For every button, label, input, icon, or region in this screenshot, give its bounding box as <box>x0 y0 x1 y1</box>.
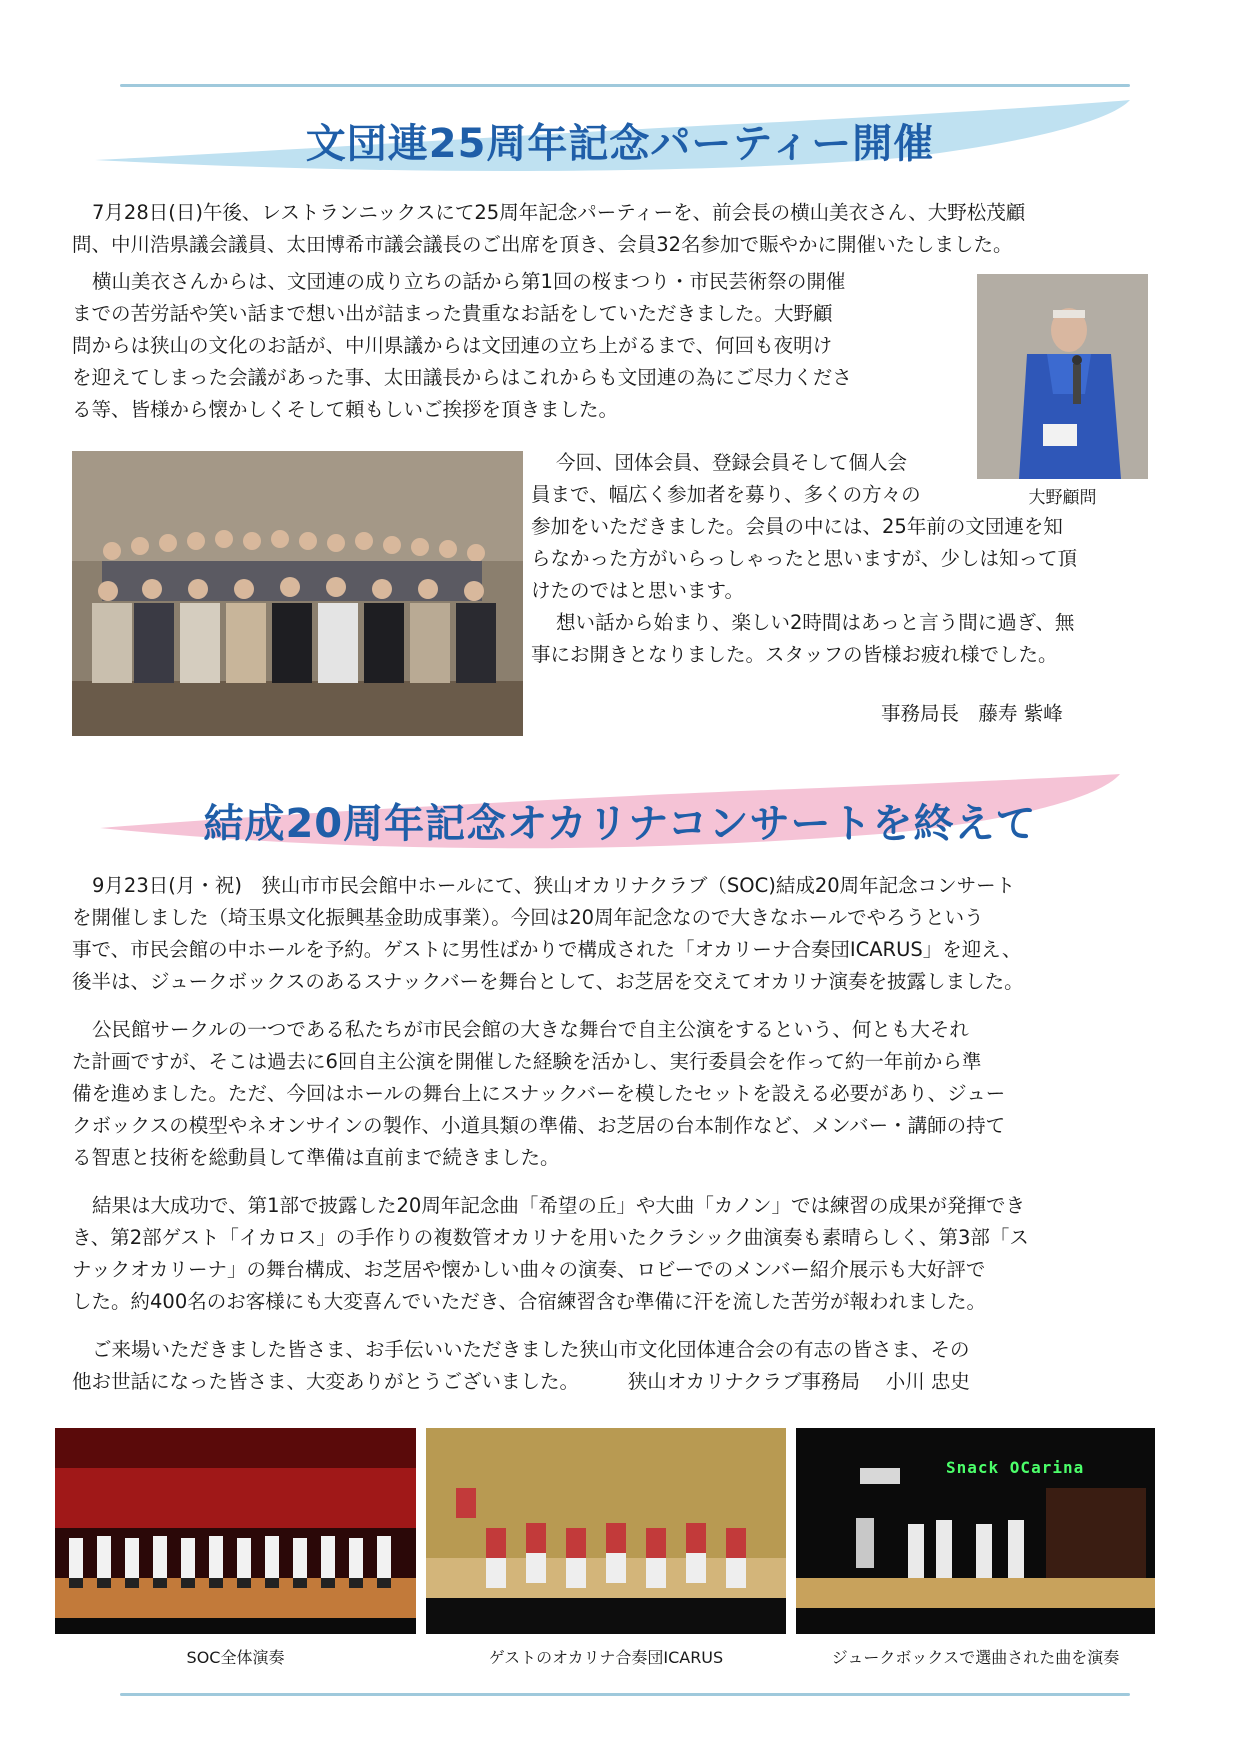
section1-title: 文団連25周年記念パーティー開催 <box>305 121 935 167</box>
section1-banner <box>0 98 1240 178</box>
caption-snack-stage: ジュークボックスで選曲された曲を演奏 <box>831 1648 1120 1667</box>
photo-icarus-performance <box>426 1428 786 1634</box>
section2-banner <box>0 770 1240 858</box>
photo-group <box>72 451 523 736</box>
section1-paragraph-3: 今回、団体会員、登録会員そして個人会 員まで、幅広く参加者を募り、多くの方々の 参加をいただきました。会員の中には、25年前の文団連を知 らなかった方がいらっしゃったと思いますが、少しは知って頂 けたのではと思います。 想い話から始まり、楽しい2時間はあっと言う間に過ぎ、無 事にお開きとなりました。スタッフの皆様お疲れ様でした。 <box>531 451 1078 666</box>
section1-paragraph-1: 7月28日(日)午後、レストランニックスにて25周年記念パーティーを、前会長の横山美衣さん、大野松茂顧 問、中川浩県議会議員、太田博希市議会議長のご出席を頂き、会員32名参加で賑やかに開催いたしました。 <box>72 201 1026 256</box>
caption-icarus-performance: ゲストのオカリナ合奏団ICARUS <box>488 1648 724 1667</box>
photo-snack-stage <box>796 1428 1155 1634</box>
section2-paragraph-4: ご来場いただきました皆さま、お手伝いいただきました狭山市文化団体連合会の有志の皆さま、その 他お世話になった皆さま、大変ありがとうございました。 狭山オカリナクラブ事務局 小川 忠史 <box>72 1338 970 1393</box>
section2-paragraph-1: 9月23日(月・祝) 狭山市市民会館中ホールにて、狭山オカリナクラブ（SOC)結成20周年記念コンサート を開催しました（埼玉県文化振興基金助成事業）。今回は20周年記念なので大きなホールでやろうという 事で、市民会館の中ホールを予約。ゲストに男性ばかりで構成された「オカリーナ合奏団ICARUS」を迎え、 後半は、ジュークボックスのあるスナックバーを舞台として、お芝居を交えてオカリナ演奏を披露しました。 <box>72 874 1024 993</box>
photo-soc-performance <box>55 1428 416 1634</box>
photo-caption-advisor: 大野顧問 <box>1028 488 1097 508</box>
top-rule <box>120 84 1130 87</box>
section1-paragraph-2: 横山美衣さんからは、文団連の成り立ちの話から第1回の桜まつり・市民芸術祭の開催 までの苦労話や笑い話まで想い出が詰まった貴重なお話をしていただきました。大野顧 問からは狭山の文化のお話が、中川県議からは文団連の立ち上がるまで、何回も夜明け を迎えてしまった会議があった事、太田議長からはこれからも文団連の為にご尽力くださ る等、皆様から懐かしくそして頼もしいご挨拶を頂きました。 <box>72 270 852 421</box>
section1-signature: 事務局長 藤寿 紫峰 <box>881 702 1063 725</box>
neon-sign: Snack OCarina <box>946 1458 1085 1477</box>
section2-title: 結成20周年記念オカリナコンサートを終えて <box>203 801 1037 847</box>
section2-paragraph-2: 公民館サークルの一つである私たちが市民会館の大きな舞台で自主公演をするという、何とも大それ た計画ですが、そこは過去に6回自主公演を開催した経験を活かし、実行委員会を作って約一年前から準 備を進めました。ただ、今回はホールの舞台上にスナックバーを模したセットを設える必要があり、ジュー クボックスの模型やネオンサインの製作、小道具類の準備、お芝居の台本制作など、メンバー・講師の持て る智恵と技術を総動員して準備は直前まで続きました。 <box>72 1018 1006 1169</box>
section2-paragraph-3: 結果は大成功で、第1部で披露した20周年記念曲「希望の丘」や大曲「カノン」では練習の成果が発揮でき き、第2部ゲスト「イカロス」の手作りの複数管オカリナを用いたクラシック曲演奏も素晴らしく、第3部「ス ナックオカリーナ」の舞台構成、お芝居や懐かしい曲々の演奏、ロビーでのメンバー紹介展示も大好評で した。約400名のお客様にも大変喜んでいただき、合宿練習含む準備に汗を流した苦労が報われました。 <box>72 1194 1029 1313</box>
bottom-rule <box>120 1693 1130 1696</box>
caption-soc-performance: SOC全体演奏 <box>186 1648 285 1667</box>
